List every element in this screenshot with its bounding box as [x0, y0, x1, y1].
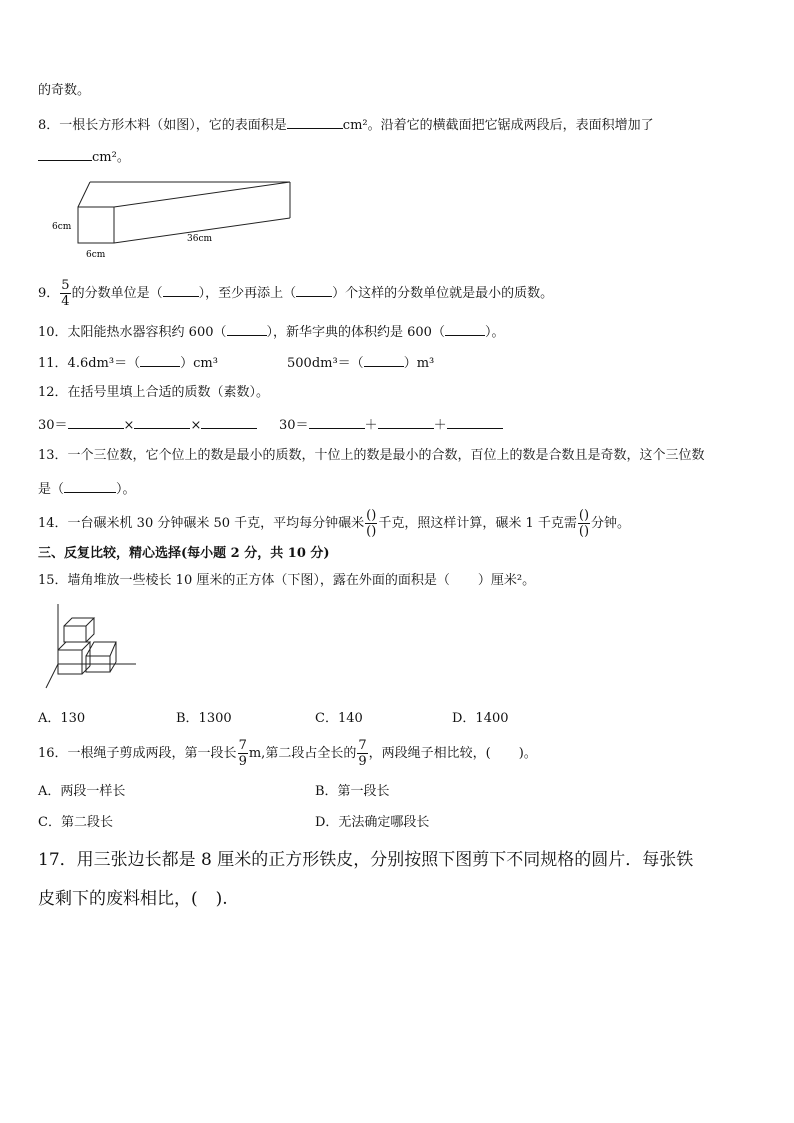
label-width: 6cm: [86, 250, 106, 260]
cuboid-figure: [50, 175, 310, 265]
question-17: 17．用三张边长都是 8 厘米的正方形铁皮，分别按照下图剪下不同规格的圆片．每张铁: [38, 850, 694, 870]
q16-option-d[interactable]: D．无法确定哪段长: [315, 815, 430, 830]
q16-option-c[interactable]: C．第二段长: [38, 815, 113, 830]
q12-sum-equation: 30＝ ＋ ＋: [279, 415, 503, 435]
question-9: 9． $\frac{5}{4}$ 的分数单位是（ ），至少再添上（ ）个这样的分数单位就是最小的质数。: [38, 278, 554, 309]
q15-option-a[interactable]: A．130: [38, 711, 86, 726]
q11-answer-blank-1[interactable]: [140, 353, 180, 367]
question-11-b: 500dm³＝（ ）m³: [287, 353, 434, 373]
q16-fraction-2: $\frac{7}{9}$: [358, 738, 367, 769]
label-length: 36cm: [187, 234, 213, 244]
q12-sum-blank-1[interactable]: [309, 415, 365, 429]
q8-answer-blank-1[interactable]: [287, 115, 343, 129]
cuboid-front-face: [78, 207, 114, 243]
label-height: 6cm: [52, 222, 72, 232]
question-11: 11．4.6dm³＝（ ）cm³: [38, 353, 218, 373]
question-16: 16．一根绳子剪成两段，第一段长 $\frac{7}{9}$ m,第二段占全长的 $\frac{7}{9}$ ，两段绳子相比较，( )。: [38, 738, 537, 769]
question-10: 10．太阳能热水器容积约 600（ ），新华字典的体积约是 600（ ）。: [38, 322, 504, 342]
q14-fraction-1[interactable]: $\frac{()}{()}$: [366, 508, 377, 539]
q12-sum-blank-2[interactable]: [378, 415, 434, 429]
q8-answer-blank-2[interactable]: [38, 147, 92, 161]
question-13-cont: 是（ ）。: [38, 479, 136, 499]
section-3-heading: 三、反复比较，精心选择(每小题 2 分，共 10 分): [38, 546, 330, 561]
question-8-cont: cm²。: [38, 147, 130, 167]
question-15: 15．墙角堆放一些棱长 10 厘米的正方体（下图），露在外面的面积是（ ）厘米²。: [38, 573, 536, 588]
question-13: 13．一个三位数，它个位上的数是最小的质数，十位上的数是最小的合数，百位上的数是合数且是奇数，这个三位数: [38, 448, 705, 463]
q15-option-c[interactable]: C．140: [315, 711, 363, 726]
q9-fraction: $\frac{5}{4}$: [61, 278, 70, 309]
question-14: 14．一台碾米机 30 分钟碾米 50 千克，平均每分钟碾米 $\frac{()}{()}$ 千克，照这样计算，碾米 1 千克需 $\frac{()}{()}$ 分钟。: [38, 508, 631, 539]
q16-fraction-1: $\frac{7}{9}$: [238, 738, 247, 769]
q14-fraction-2[interactable]: $\frac{()}{()}$: [578, 508, 590, 539]
q12-product-blank-2[interactable]: [134, 415, 190, 429]
q16-option-a[interactable]: A．两段一样长: [38, 784, 126, 799]
question-12: 12．在括号里填上合适的质数（素数）。: [38, 385, 270, 400]
q12-product-blank-3[interactable]: [201, 415, 257, 429]
q9-answer-blank-1[interactable]: [163, 283, 199, 297]
stacked-cubes-figure: [44, 602, 154, 694]
q15-option-d[interactable]: D．1400: [452, 711, 509, 726]
q11-answer-blank-2[interactable]: [364, 353, 404, 367]
question-17-cont: 皮剩下的废料相比，( ).: [38, 889, 228, 909]
q8-number: 8．: [38, 118, 60, 133]
q12-sum-blank-3[interactable]: [447, 415, 503, 429]
q7-tail: 的奇数。: [38, 83, 91, 98]
q15-option-b[interactable]: B．1300: [176, 711, 232, 726]
q10-answer-blank-2[interactable]: [445, 322, 485, 336]
q9-answer-blank-2[interactable]: [296, 283, 332, 297]
q12-product-equation: 30＝ × ×: [38, 415, 257, 435]
q12-product-blank-1[interactable]: [68, 415, 124, 429]
question-8: 8．一根长方形木料（如图），它的表面积是 cm²。沿着它的横截面把它锯成两段后，表面积增加了: [38, 115, 654, 135]
q13-answer-blank[interactable]: [64, 479, 116, 493]
q16-option-b[interactable]: B．第一段长: [315, 784, 390, 799]
q10-answer-blank-1[interactable]: [227, 322, 267, 336]
